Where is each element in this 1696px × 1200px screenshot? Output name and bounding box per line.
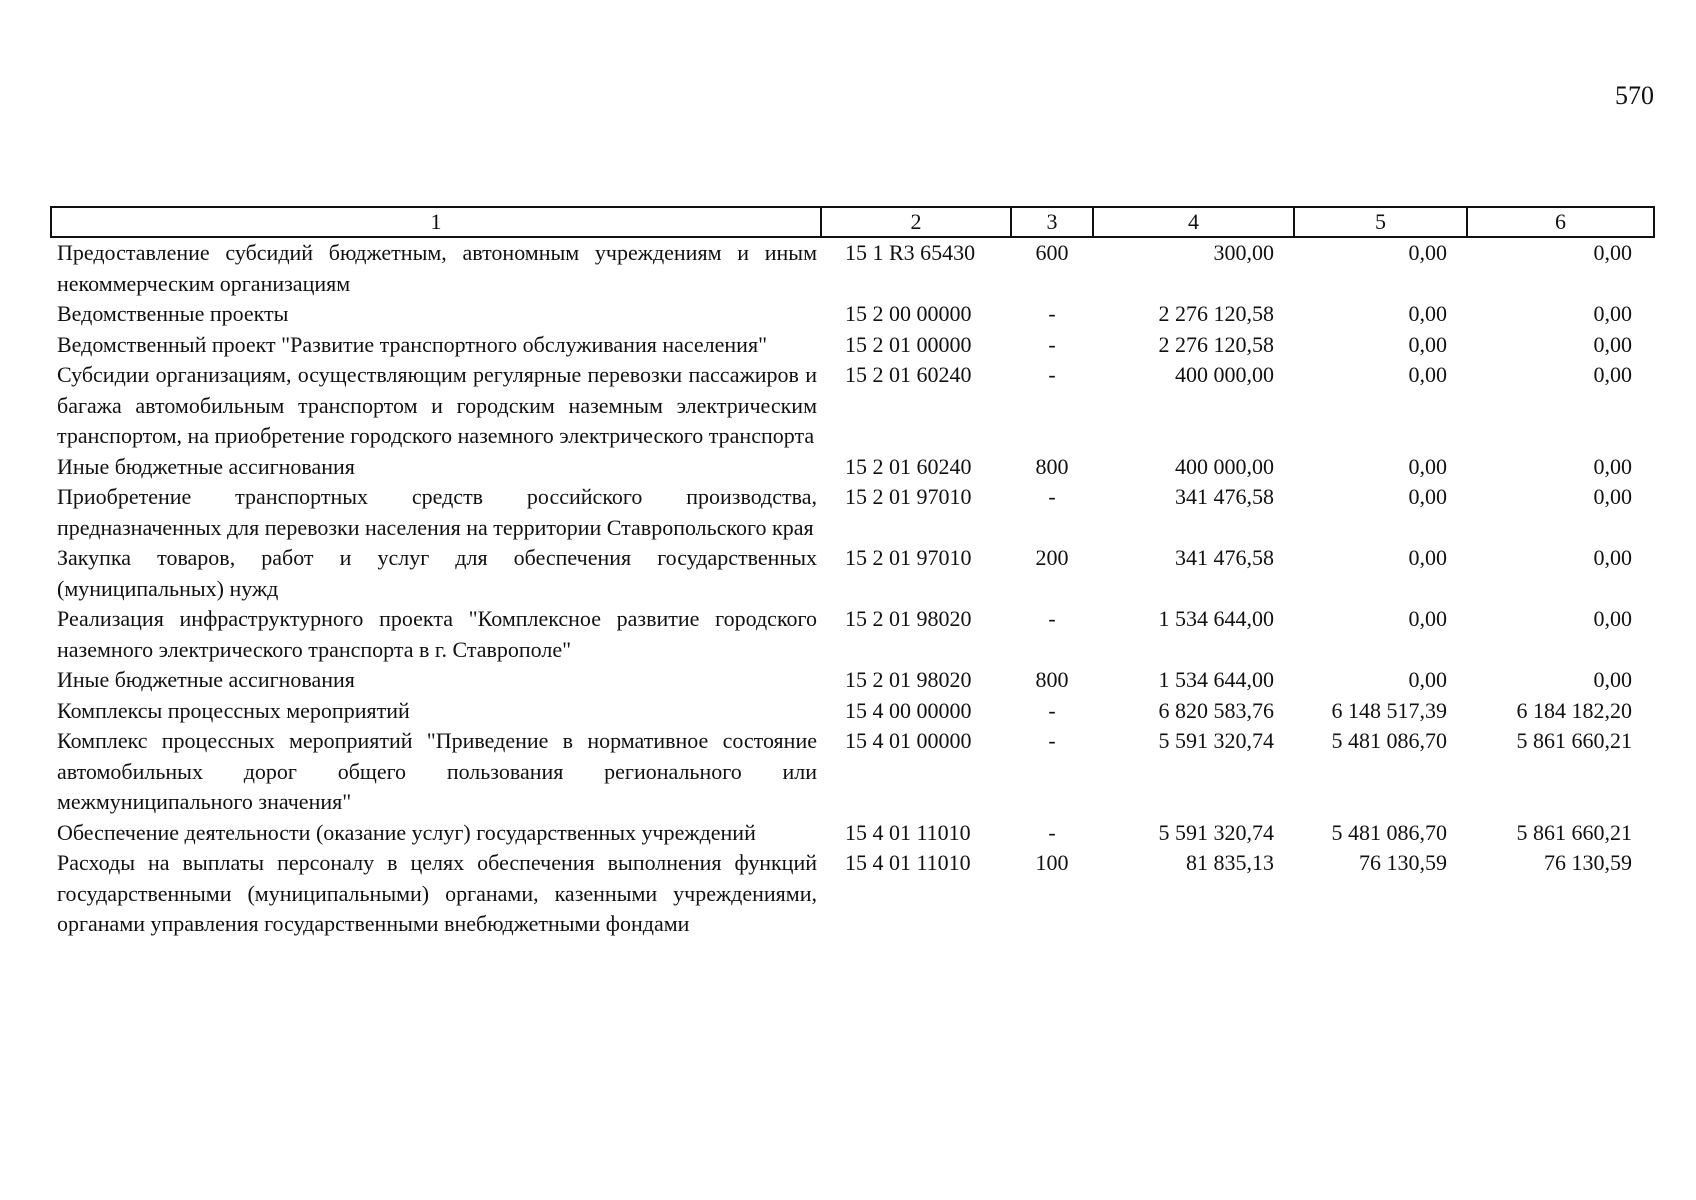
item-name: Ведомственные проекты bbox=[57, 301, 289, 326]
table-row bbox=[51, 848, 1654, 940]
table-row bbox=[51, 818, 1654, 849]
item-name: Комплекс процессных мероприятий "Приведение в нормативное состояние автомобильных дорог общего пользования регионального или межмуниципального значения" bbox=[57, 728, 817, 814]
amount-col5: 0,00 bbox=[1408, 545, 1447, 570]
expense-type: - bbox=[1048, 484, 1056, 509]
table-body bbox=[51, 237, 1654, 940]
table-row bbox=[51, 237, 1654, 299]
classification-code: 15 2 01 98020 bbox=[845, 667, 972, 692]
table-row bbox=[51, 299, 1654, 330]
item-name: Реализация инфраструктурного проекта "Комплексное развитие городского наземного электрического транспорта в г. Ставрополе" bbox=[57, 606, 817, 662]
column-header-2: 2 bbox=[821, 207, 1011, 237]
expense-type: - bbox=[1048, 331, 1056, 357]
expense-type: 800 bbox=[1035, 667, 1069, 692]
amount-col5: 0,00 bbox=[1408, 667, 1447, 692]
amount-col6: 76 130,59 bbox=[1544, 850, 1632, 875]
amount-col4: 5 591 320,74 bbox=[1158, 819, 1274, 845]
header-row bbox=[51, 207, 1654, 237]
amount-col5: 0,00 bbox=[1408, 331, 1447, 357]
amount-col6: 0,00 bbox=[1593, 545, 1632, 570]
expense-type: - bbox=[1048, 697, 1056, 723]
expense-type: - bbox=[1048, 728, 1056, 753]
table-row bbox=[51, 452, 1654, 483]
amount-col6: 0,00 bbox=[1593, 301, 1632, 326]
amount-col5: 0,00 bbox=[1408, 362, 1447, 387]
amount-col4: 400 000,00 bbox=[1175, 453, 1274, 479]
amount-col4: 1 534 644,00 bbox=[1158, 667, 1274, 692]
item-name: Обеспечение деятельности (оказание услуг) государственных учреждений bbox=[57, 819, 756, 845]
expense-type: 200 bbox=[1035, 545, 1069, 570]
amount-col6: 5 861 660,21 bbox=[1516, 728, 1632, 753]
table-header bbox=[51, 207, 1654, 237]
amount-col6: 5 861 660,21 bbox=[1516, 819, 1632, 845]
expense-type: - bbox=[1048, 362, 1056, 387]
expense-type: 100 bbox=[1035, 850, 1069, 875]
classification-code: 15 4 01 00000 bbox=[845, 728, 972, 753]
expense-type: 800 bbox=[1035, 453, 1069, 479]
item-name: Субсидии организациям, осуществляющим регулярные перевозки пассажиров и багажа автомобильным транспортом и городским наземным электрическим транспортом, на приобретение городского наземного электрического транспорта bbox=[57, 362, 817, 448]
classification-code: 15 4 01 11010 bbox=[845, 819, 971, 845]
item-name: Иные бюджетные ассигнования bbox=[57, 453, 355, 479]
amount-col4: 5 591 320,74 bbox=[1158, 728, 1274, 753]
amount-col4: 341 476,58 bbox=[1175, 545, 1274, 570]
table-row bbox=[51, 665, 1654, 696]
expense-type: - bbox=[1048, 301, 1056, 326]
classification-code: 15 2 01 97010 bbox=[845, 484, 972, 509]
amount-col4: 341 476,58 bbox=[1175, 484, 1274, 509]
table-row bbox=[51, 330, 1654, 361]
table-row bbox=[51, 543, 1654, 604]
amount-col6: 0,00 bbox=[1593, 606, 1632, 631]
amount-col6: 0,00 bbox=[1593, 484, 1632, 509]
expense-type: - bbox=[1048, 819, 1056, 845]
amount-col5: 0,00 bbox=[1408, 301, 1447, 326]
amount-col6: 0,00 bbox=[1593, 240, 1632, 265]
table-row bbox=[51, 696, 1654, 727]
amount-col5: 76 130,59 bbox=[1359, 850, 1447, 875]
amount-col4: 400 000,00 bbox=[1175, 362, 1274, 387]
amount-col5: 0,00 bbox=[1408, 240, 1447, 265]
amount-col5: 0,00 bbox=[1408, 606, 1447, 631]
amount-col6: 6 184 182,20 bbox=[1516, 697, 1632, 723]
amount-col6: 0,00 bbox=[1593, 331, 1632, 357]
column-header-4: 4 bbox=[1093, 207, 1294, 237]
expense-type: 600 bbox=[1035, 240, 1069, 265]
item-name: Иные бюджетные ассигнования bbox=[57, 667, 355, 692]
amount-col4: 1 534 644,00 bbox=[1158, 606, 1274, 631]
table-row bbox=[51, 726, 1654, 818]
item-name: Приобретение транспортных средств российского производства, предназначенных для перевозки населения на территории Ставропольского края bbox=[57, 484, 817, 540]
classification-code: 15 2 01 98020 bbox=[845, 606, 972, 631]
classification-code: 15 2 00 00000 bbox=[845, 301, 972, 326]
item-name: Закупка товаров, работ и услуг для обеспечения государственных (муниципальных) нужд bbox=[57, 545, 817, 601]
classification-code: 15 2 01 60240 bbox=[845, 362, 972, 387]
amount-col5: 0,00 bbox=[1408, 453, 1447, 479]
amount-col4: 81 835,13 bbox=[1186, 850, 1274, 875]
classification-code: 15 2 01 00000 bbox=[845, 331, 972, 357]
classification-code: 15 2 01 97010 bbox=[845, 545, 972, 570]
item-name: Расходы на выплаты персоналу в целях обеспечения выполнения функций государственными (муниципальными) органами, казенными учреждениями, органами управления государственными внебюджетными фондами bbox=[57, 850, 817, 936]
amount-col6: 0,00 bbox=[1593, 667, 1632, 692]
table-row bbox=[51, 482, 1654, 543]
amount-col6: 0,00 bbox=[1593, 453, 1632, 479]
expense-type: - bbox=[1048, 606, 1056, 631]
classification-code: 15 4 00 00000 bbox=[845, 697, 972, 723]
item-name: Предоставление субсидий бюджетным, автономным учреждениям и иным некоммерческим организациям bbox=[57, 240, 817, 296]
table-row bbox=[51, 360, 1654, 452]
amount-col5: 6 148 517,39 bbox=[1331, 697, 1447, 723]
column-header-6: 6 bbox=[1467, 207, 1654, 237]
table-row bbox=[51, 604, 1654, 665]
budget-table bbox=[50, 206, 1655, 940]
page-number: 570 bbox=[1615, 81, 1654, 110]
column-header-1: 1 bbox=[51, 207, 821, 237]
amount-col6: 0,00 bbox=[1593, 362, 1632, 387]
amount-col5: 0,00 bbox=[1408, 484, 1447, 509]
classification-code: 15 1 R3 65430 bbox=[845, 240, 976, 265]
column-header-3: 3 bbox=[1011, 207, 1093, 237]
amount-col4: 6 820 583,76 bbox=[1158, 697, 1274, 723]
amount-col5: 5 481 086,70 bbox=[1331, 728, 1447, 753]
classification-code: 15 4 01 11010 bbox=[845, 850, 971, 875]
item-name: Ведомственный проект "Развитие транспортного обслуживания населения" bbox=[57, 331, 768, 357]
classification-code: 15 2 01 60240 bbox=[845, 453, 972, 479]
amount-col4: 300,00 bbox=[1213, 240, 1274, 265]
amount-col4: 2 276 120,58 bbox=[1158, 331, 1274, 357]
column-header-5: 5 bbox=[1294, 207, 1467, 237]
item-name: Комплексы процессных мероприятий bbox=[57, 697, 410, 723]
amount-col5: 5 481 086,70 bbox=[1331, 819, 1447, 845]
amount-col4: 2 276 120,58 bbox=[1158, 301, 1274, 326]
